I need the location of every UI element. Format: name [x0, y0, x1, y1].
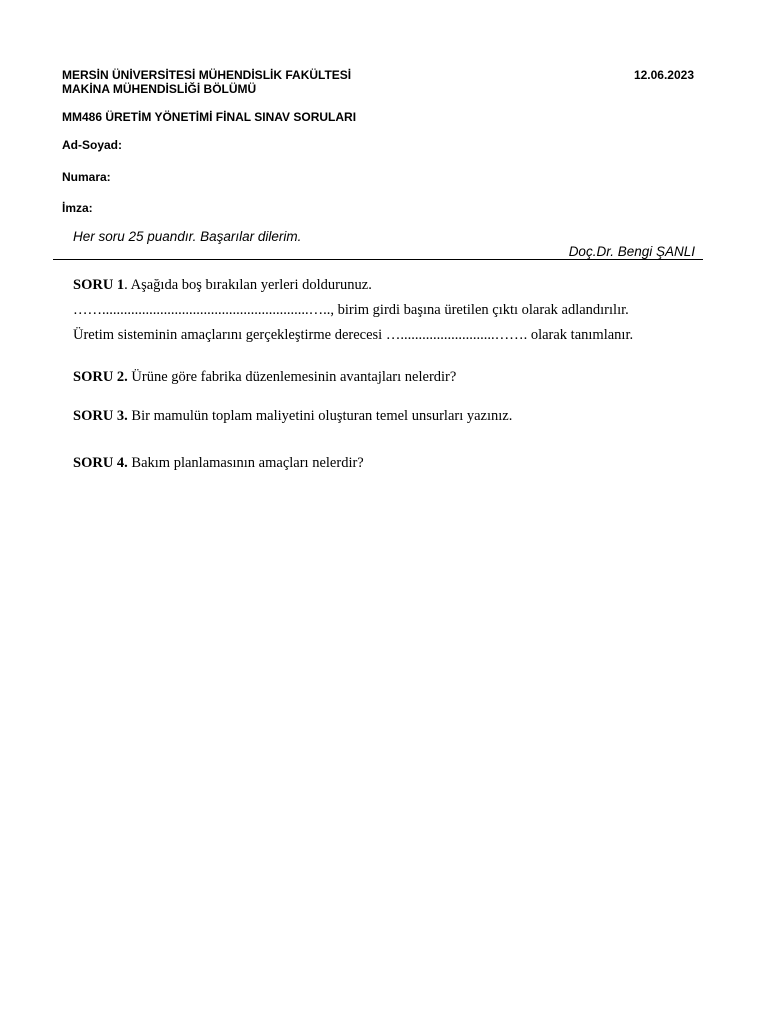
question-3 — [73, 408, 512, 425]
question-1-label: SORU 1 — [73, 277, 125, 293]
exam-date: 12.06.2023 — [633, 68, 694, 82]
author-name: Doç.Dr. Bengi ŞANLI — [568, 244, 695, 259]
header-divider — [53, 259, 703, 260]
question-4 — [73, 455, 364, 472]
faculty-heading: MERSİN ÜNİVERSİTESİ MÜHENDİSLİK FAKÜLTESİ — [62, 68, 352, 82]
question-2 — [73, 369, 456, 386]
name-field-label: Ad-Soyad: — [62, 138, 122, 152]
question-1 — [73, 277, 372, 294]
signature-field-label: İmza: — [62, 201, 93, 215]
exam-note: Her soru 25 puandır. Başarılar dilerim. — [73, 229, 302, 244]
department-heading: MAKİNA MÜHENDİSLİĞİ BÖLÜMÜ — [62, 82, 257, 96]
question-2-label: SORU 2. — [73, 369, 128, 385]
question-4-text: Bakım planlamasının amaçları nelerdir? — [127, 455, 364, 471]
question-2-text: Ürüne göre fabrika düzenlemesinin avantajları nelerdir? — [127, 369, 457, 385]
question-1-line-1: …….........................................................….., birim girdi başına üretilen çıktı olarak adlandırılır. — [73, 302, 629, 318]
question-3-text: Bir mamulün toplam maliyetini oluşturan temel unsurları yazınız. — [127, 408, 513, 424]
question-1-line-2: Üretim sisteminin amaçlarını gerçekleştirme derecesi …..........................……. olarak tanımlanır. — [73, 327, 634, 343]
question-4-label: SORU 4. — [73, 455, 128, 471]
exam-title: MM486 ÜRETİM YÖNETİMİ FİNAL SINAV SORULARI — [62, 110, 357, 124]
question-1-text: . Aşağıda boş bırakılan yerleri doldurunuz. — [124, 277, 372, 293]
number-field-label: Numara: — [62, 170, 111, 184]
question-3-label: SORU 3. — [73, 408, 128, 424]
